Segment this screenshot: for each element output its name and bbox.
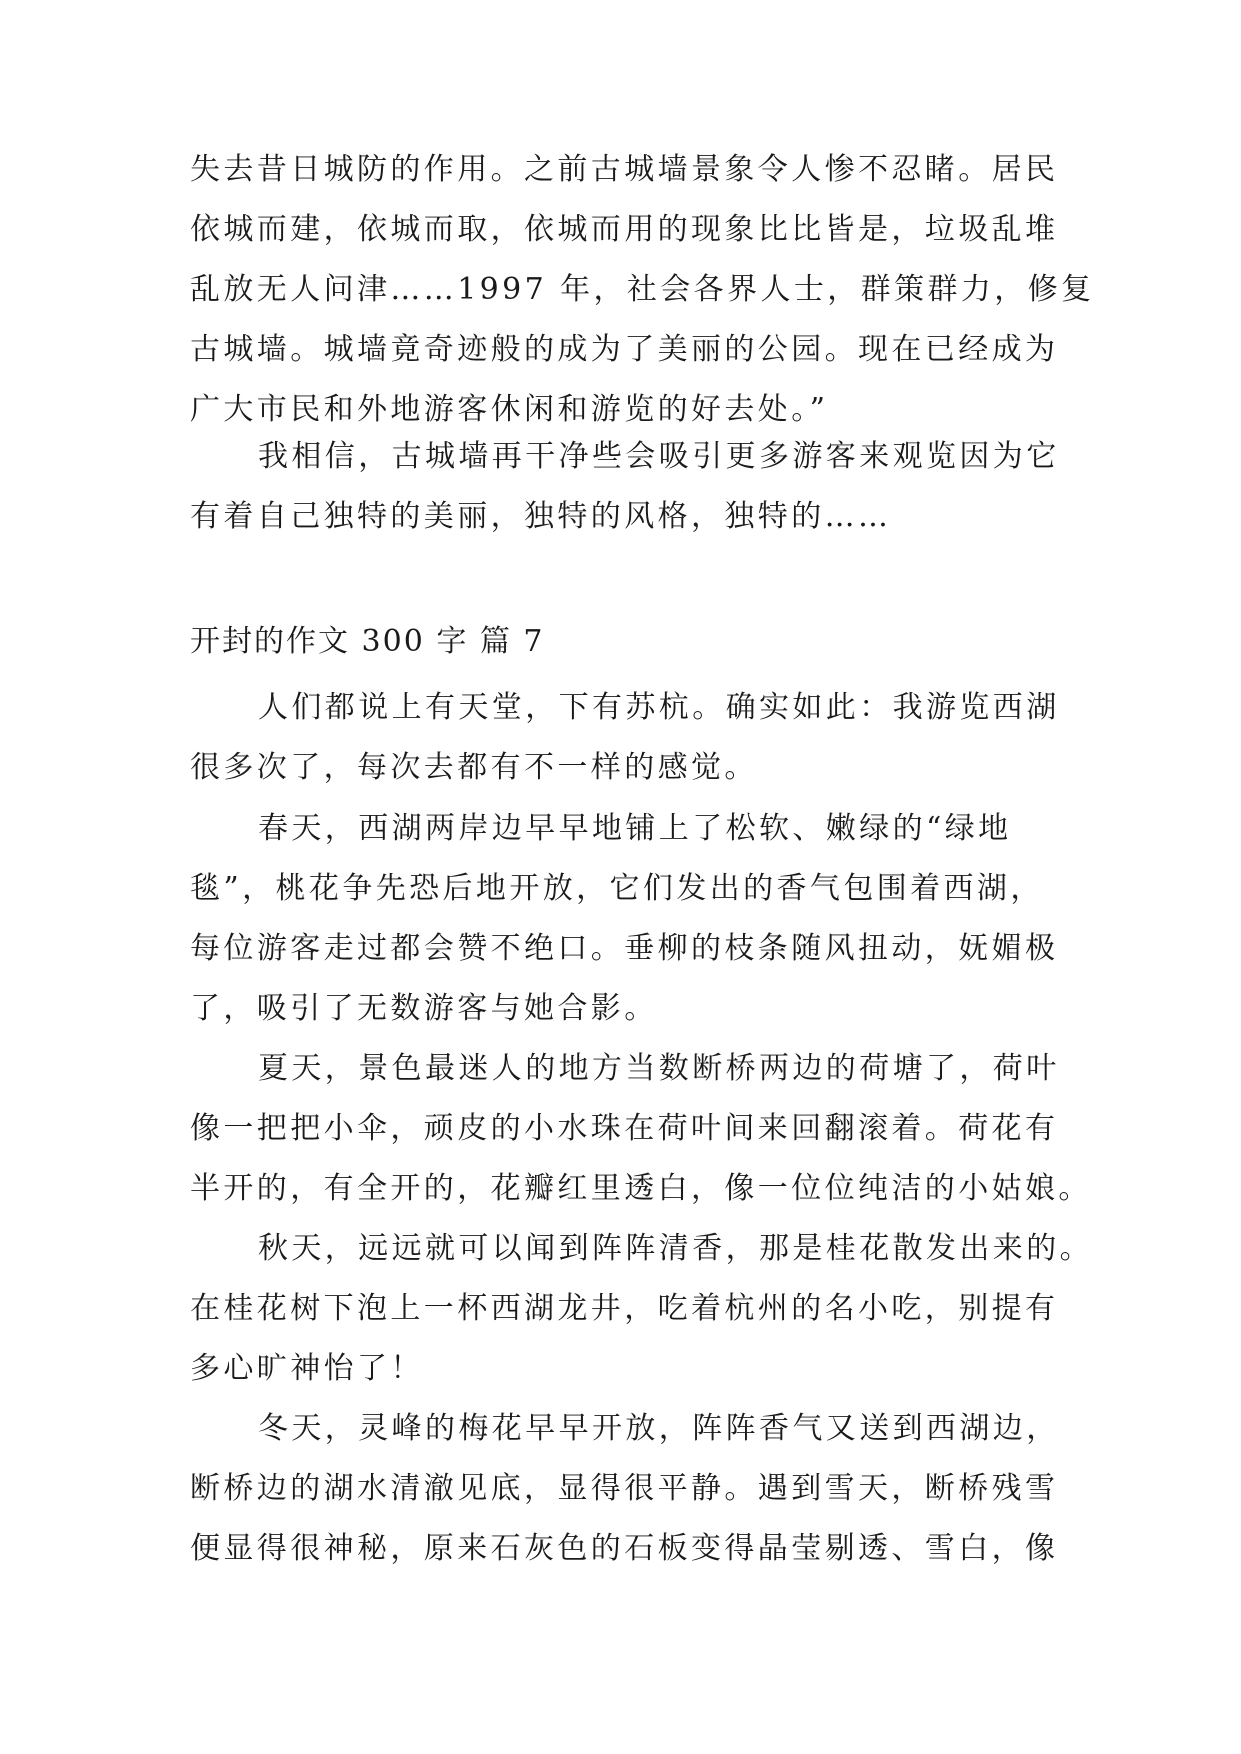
text-line: 人们都说上有天堂，下有苏杭。确实如此：我游览西湖 xyxy=(258,690,1060,725)
text-line: 便显得很神秘，原来石灰色的石板变得晶莹剔透、雪白，像 xyxy=(190,1531,1059,1566)
text-line: 多心旷神怡了！ xyxy=(190,1351,424,1386)
text-line: 断桥边的湖水清澈见底，显得很平静。遇到雪天，断桥残雪 xyxy=(190,1471,1059,1506)
section-heading xyxy=(190,612,1060,672)
text-line: 乱放无人问津……1997 年，社会各界人士，群策群力，修复 xyxy=(190,272,1095,307)
text-line: 每位游客走过都会赞不绝口。垂柳的枝条随风扭动，妩媚极 xyxy=(190,931,1059,966)
paragraph-intro xyxy=(190,678,1060,798)
text-line: 有着自己独特的美丽，独特的风格，独特的…… xyxy=(190,499,892,534)
text-line: 秋天，远远就可以闻到阵阵清香，那是桂花散发出来的。 xyxy=(258,1231,1093,1266)
paragraph-summer xyxy=(190,1039,1092,1219)
text-line: 很多次了，每次去都有不一样的感觉。 xyxy=(190,750,758,785)
text-line: 春天，西湖两岸边早早地铺上了松软、嫩绿的“绿地 xyxy=(258,811,1012,846)
text-line: 失去昔日城防的作用。之前古城墙景象令人惨不忍睹。居民 xyxy=(190,152,1059,187)
text-line: 冬天，灵峰的梅花早早开放，阵阵香气又送到西湖边， xyxy=(258,1411,1060,1446)
text-line: 毯”，桃花争先恐后地开放，它们发出的香气包围着西湖， xyxy=(190,871,1044,906)
text-line: 半开的，有全开的，花瓣红里透白，像一位位纯洁的小姑娘。 xyxy=(190,1171,1092,1206)
text-line: 在桂花树下泡上一杯西湖龙井，吃着杭州的名小吃，别提有 xyxy=(190,1291,1059,1326)
text-line: 像一把把小伞，顽皮的小水珠在荷叶间来回翻滚着。荷花有 xyxy=(190,1111,1059,1146)
text-line: 依城而建，依城而取，依城而用的现象比比皆是，垃圾乱堆 xyxy=(190,212,1059,247)
section-heading-text: 开封的作文 300 字 篇 7 xyxy=(190,624,545,659)
text-line: 广大市民和外地游客休闲和游览的好去处。” xyxy=(190,392,829,427)
text-line: 了，吸引了无数游客与她合影。 xyxy=(190,991,658,1026)
paragraph-spring xyxy=(190,799,1060,1039)
intro-paragraph xyxy=(190,140,1095,440)
conclusion-paragraph xyxy=(190,427,1060,547)
paragraph-winter xyxy=(190,1399,1060,1579)
text-line: 夏天，景色最迷人的地方当数断桥两边的荷塘了，荷叶 xyxy=(258,1051,1060,1086)
text-line: 古城墙。城墙竟奇迹般的成为了美丽的公园。现在已经成为 xyxy=(190,332,1059,367)
paragraph-autumn xyxy=(190,1219,1093,1399)
text-line: 我相信，古城墙再干净些会吸引更多游客来观览因为它 xyxy=(258,439,1060,474)
